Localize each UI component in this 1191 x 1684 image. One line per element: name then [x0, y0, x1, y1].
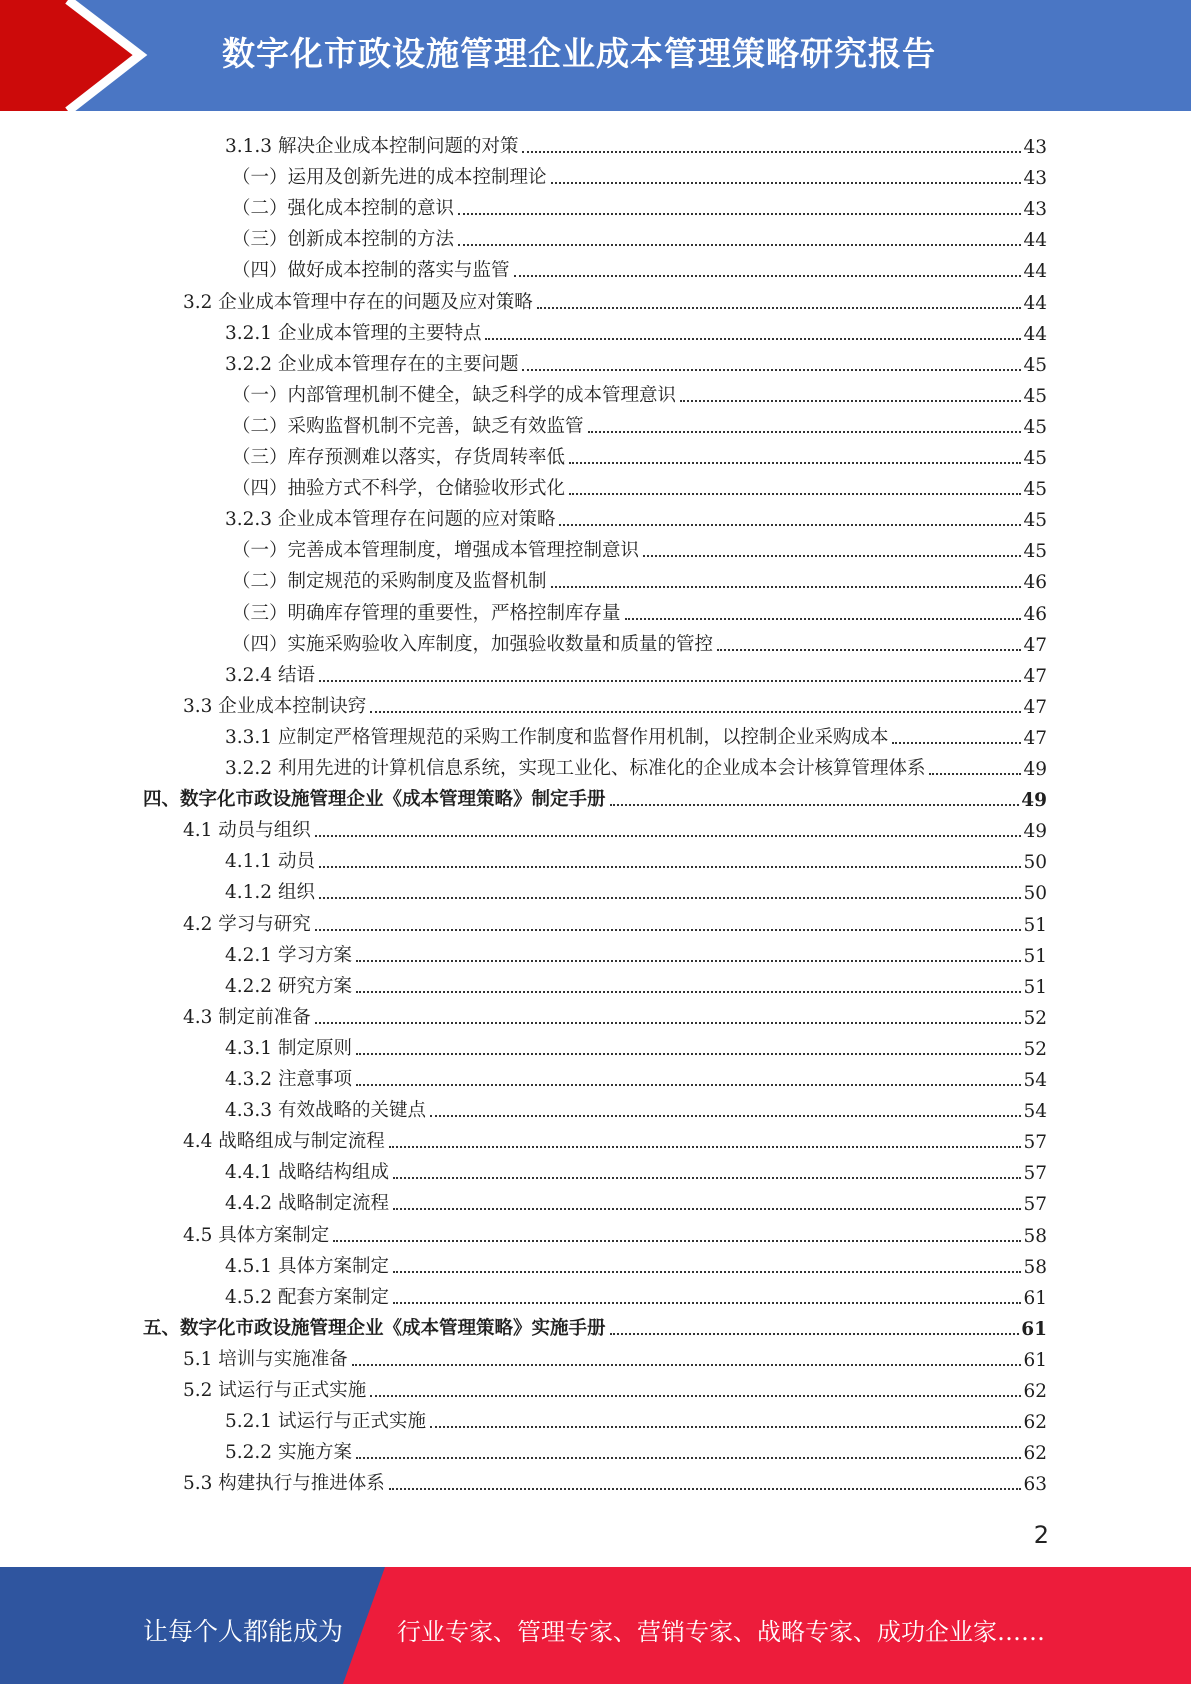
toc-entry[interactable]	[225, 345, 1047, 376]
toc-entry-label: 4.1.1 动员	[225, 851, 315, 873]
toc-entry-label: （一）完善成本管理制度，增强成本管理控制意识	[232, 540, 640, 562]
toc-dot-leader	[569, 493, 1021, 495]
toc-entry-label: 4.4.1 战略结构组成	[225, 1162, 389, 1184]
toc-dot-leader	[625, 618, 1022, 620]
toc-dot-leader	[356, 1084, 1022, 1086]
toc-entry[interactable]	[225, 967, 1047, 998]
toc-entry-page: 62	[1023, 1381, 1047, 1402]
toc-dot-leader	[393, 1177, 1021, 1179]
toc-entry-label: 4.5 具体方案制定	[183, 1224, 330, 1246]
toc-dot-leader	[610, 1333, 1020, 1335]
toc-entry-page: 44	[1023, 230, 1047, 252]
toc-entry-page: 46	[1023, 603, 1047, 625]
toc-entry-page: 61	[1023, 1349, 1047, 1371]
toc-entry-page: 43	[1023, 199, 1047, 221]
toc-entry-label: （三）库存预测难以落实，存货周转率低	[232, 447, 566, 468]
toc-entry[interactable]	[183, 1464, 1047, 1495]
toc-entry[interactable]	[232, 189, 1047, 220]
toc-entry-page: 54	[1023, 1101, 1047, 1123]
toc-dot-leader	[717, 649, 1021, 651]
toc-dot-leader	[352, 1364, 1022, 1366]
toc-entry-label: 5.2.1 试运行与正式实施	[225, 1411, 426, 1433]
toc-entry-label: （三）创新成本控制的方法	[232, 229, 455, 251]
toc-entry[interactable]	[225, 656, 1047, 687]
toc-entry-label: 4.5.2 配套方案制定	[225, 1286, 389, 1308]
toc-dot-leader	[315, 835, 1022, 837]
toc-entry-page: 58	[1023, 1225, 1047, 1247]
toc-entry[interactable]	[225, 718, 1047, 749]
toc-dot-leader	[458, 213, 1021, 215]
toc-entry-label: 3.1.3 解决企业成本控制问题的对策	[225, 136, 519, 157]
toc-dot-leader	[393, 1271, 1021, 1273]
toc-dot-leader	[393, 1208, 1021, 1210]
toc-entry-label: （一）运用及创新先进的成本控制理论	[232, 167, 547, 189]
toc-entry[interactable]	[232, 562, 1047, 593]
toc-entry-page: 62	[1023, 1443, 1047, 1465]
toc-entry-page: 44	[1023, 323, 1047, 345]
toc-entry-page: 45	[1023, 541, 1047, 563]
toc-dot-leader	[389, 1488, 1022, 1490]
toc-dot-leader	[356, 991, 1022, 993]
toc-entry-label: 3.2.4 结语	[225, 664, 315, 686]
toc-entry-label: 3.2.2 利用先进的计算机信息系统，实现工业化、标准化的企业成本会计核算管理体系	[225, 758, 926, 779]
toc-entry-page: 45	[1023, 510, 1047, 532]
toc-entry-label: 4.4.2 战略制定流程	[225, 1193, 389, 1215]
toc-entry-page: 45	[1023, 416, 1047, 438]
toc-entry[interactable]	[232, 220, 1047, 251]
toc-dot-leader	[315, 929, 1022, 931]
toc-entry-page: 62	[1023, 1412, 1047, 1434]
toc-entry[interactable]	[225, 314, 1047, 345]
toc-dot-leader	[319, 897, 1022, 899]
toc-dot-leader	[559, 524, 1021, 526]
toc-dot-leader	[551, 182, 1022, 184]
toc-entry[interactable]	[225, 936, 1047, 967]
toc-entry-label: （二）制定规范的采购制度及监督机制	[232, 571, 547, 593]
toc-entry-page: 52	[1023, 1038, 1047, 1060]
toc-entry-label: （四）实施采购验收入库制度，加强验收数量和质量的管控	[232, 633, 714, 655]
toc-entry-label: 4.1.2 组织	[225, 882, 315, 904]
toc-entry-page: 57	[1023, 1194, 1047, 1216]
toc-entry[interactable]	[225, 1247, 1047, 1278]
toc-dot-leader	[485, 338, 1021, 340]
toc-entry[interactable]	[232, 531, 1047, 562]
toc-entry[interactable]	[225, 749, 1047, 780]
toc-entry-page: 47	[1023, 665, 1047, 687]
toc-entry-label: 五、数字化市政设施管理企业《成本管理策略》实施手册	[143, 1317, 606, 1339]
toc-entry-page: 45	[1023, 354, 1047, 376]
toc-entry-label: 4.3.2 注意事项	[225, 1069, 352, 1090]
footer-slogan-left: 让每个人都能成为	[143, 1617, 344, 1646]
toc-entry-page: 43	[1023, 168, 1047, 190]
toc-entry-label: 5.2.2 实施方案	[225, 1442, 352, 1464]
toc-dot-leader	[319, 866, 1022, 868]
toc-entry-page: 50	[1023, 883, 1047, 905]
toc-entry[interactable]	[225, 1060, 1047, 1091]
toc-dot-leader	[333, 1240, 1021, 1242]
toc-entry-label: （四）做好成本控制的落实与监管	[232, 260, 510, 282]
toc-dot-leader	[588, 431, 1022, 433]
toc-entry-label: （二）强化成本控制的意识	[232, 198, 455, 220]
toc-dot-leader	[929, 773, 1021, 775]
toc-entry-page: 54	[1023, 1070, 1047, 1091]
toc-entry[interactable]	[225, 1184, 1047, 1215]
toc-entry[interactable]	[183, 1340, 1047, 1371]
toc-dot-leader	[319, 680, 1022, 682]
toc-dot-leader	[370, 1395, 1021, 1397]
report-title: 数字化市政设施管理企业成本管理策略研究报告	[222, 34, 936, 73]
toc-entry-page: 51	[1023, 914, 1047, 936]
page-footer	[0, 1567, 1191, 1684]
toc-entry-label: 3.2.2 企业成本管理存在的主要问题	[225, 353, 519, 375]
toc-entry[interactable]	[225, 500, 1047, 531]
toc-entry-label: 5.3 构建执行与推进体系	[183, 1473, 385, 1495]
toc-entry-page: 43	[1023, 137, 1047, 158]
toc-entry-label: （二）采购监督机制不完善，缺乏有效监管	[232, 415, 584, 437]
toc-entry[interactable]	[232, 469, 1047, 500]
toc-entry-label: 四、数字化市政设施管理企业《成本管理策略》制定手册	[143, 789, 606, 811]
toc-dot-leader	[569, 462, 1021, 464]
toc-entry[interactable]	[183, 811, 1047, 842]
toc-entry[interactable]	[183, 1122, 1047, 1153]
toc-entry-page: 49	[1023, 759, 1047, 780]
toc-dot-leader	[356, 960, 1022, 962]
toc-entry-label: 4.3.1 制定原则	[225, 1037, 352, 1059]
toc-entry[interactable]	[183, 998, 1047, 1029]
toc-entry[interactable]	[143, 780, 1047, 811]
toc-entry-page: 44	[1023, 292, 1047, 314]
toc-entry-label: （四）抽验方式不科学，仓储验收形式化	[232, 478, 566, 500]
toc-entry-page: 47	[1023, 727, 1047, 749]
toc-entry-label: 4.2 学习与研究	[183, 913, 311, 935]
toc-entry-page: 61	[1021, 1318, 1047, 1340]
toc-entry[interactable]	[183, 905, 1047, 936]
page-header	[0, 0, 1191, 111]
toc-entry-page: 63	[1023, 1474, 1047, 1496]
toc-entry[interactable]	[232, 376, 1047, 407]
toc-entry[interactable]	[232, 407, 1047, 438]
toc-entry-label: 3.2.3 企业成本管理存在问题的应对策略	[225, 509, 556, 531]
toc-entry-page: 47	[1023, 696, 1047, 718]
toc-dot-leader	[522, 369, 1021, 371]
toc-entry[interactable]	[225, 1091, 1047, 1122]
toc-entry[interactable]	[225, 842, 1047, 873]
toc-entry-page: 47	[1023, 634, 1047, 656]
toc-entry-page: 58	[1023, 1256, 1047, 1278]
toc-entry-page: 57	[1023, 1132, 1047, 1154]
toc-entry-page: 57	[1023, 1163, 1047, 1185]
toc-entry-label: 5.1 培训与实施准备	[183, 1348, 348, 1370]
toc-entry-label: 4.2.1 学习方案	[225, 944, 352, 966]
toc-entry-page: 49	[1021, 790, 1047, 812]
toc-dot-leader	[610, 804, 1020, 806]
toc-entry[interactable]	[183, 283, 1047, 314]
toc-dot-leader	[356, 1053, 1022, 1055]
toc-entry-label: 3.2.1 企业成本管理的主要特点	[225, 322, 482, 344]
toc-dot-leader	[680, 400, 1021, 402]
toc-entry-page: 52	[1023, 1007, 1047, 1029]
toc-entry-label: 4.4 战略组成与制定流程	[183, 1131, 385, 1153]
toc-dot-leader	[458, 244, 1021, 246]
toc-entry-page: 45	[1023, 385, 1047, 407]
toc-entry[interactable]	[225, 873, 1047, 904]
toc-entry[interactable]	[225, 127, 1047, 158]
toc-entry[interactable]	[183, 1371, 1047, 1402]
toc-dot-leader	[537, 307, 1022, 309]
toc-entry[interactable]	[183, 1216, 1047, 1247]
toc-entry-page: 46	[1023, 572, 1047, 594]
toc-entry-page: 44	[1023, 261, 1047, 283]
toc-entry-label: 4.2.2 研究方案	[225, 975, 352, 997]
toc-entry[interactable]	[225, 1278, 1047, 1309]
toc-entry-label: 4.1 动员与组织	[183, 820, 311, 842]
toc-dot-leader	[370, 711, 1021, 713]
toc-entry[interactable]	[232, 625, 1047, 656]
toc-entry-page: 61	[1023, 1287, 1047, 1309]
toc-dot-leader	[551, 586, 1022, 588]
toc-dot-leader	[430, 1426, 1021, 1428]
toc-entry[interactable]	[183, 687, 1047, 718]
toc-dot-leader	[389, 1146, 1022, 1148]
toc-dot-leader	[643, 555, 1021, 557]
toc-dot-leader	[514, 275, 1022, 277]
toc-dot-leader	[393, 1302, 1021, 1304]
toc-entry[interactable]	[143, 1309, 1047, 1340]
toc-entry[interactable]	[232, 438, 1047, 469]
toc-entry-label: （三）明确库存管理的重要性，严格控制库存量	[232, 602, 621, 624]
toc-entry[interactable]	[225, 1433, 1047, 1464]
toc-entry-label: 3.3 企业成本控制诀窍	[183, 695, 367, 717]
footer-slogan-right: 行业专家、管理专家、营销专家、战略专家、成功企业家……	[397, 1618, 1045, 1646]
toc-entry-label: 4.3.3 有效战略的关键点	[225, 1100, 426, 1122]
toc-entry-label: 4.3 制定前准备	[183, 1006, 311, 1028]
toc-entry-page: 51	[1023, 976, 1047, 998]
toc-entry-page: 51	[1023, 945, 1047, 967]
toc-entry-page: 45	[1023, 448, 1047, 469]
page-number: 2	[1033, 1521, 1049, 1549]
toc-entry-label: 4.5.1 具体方案制定	[225, 1255, 389, 1277]
toc-entry-page: 49	[1023, 821, 1047, 843]
toc-entry-label: （一）内部管理机制不健全，缺乏科学的成本管理意识	[232, 384, 677, 406]
toc-dot-leader	[892, 742, 1021, 744]
toc-entry-page: 45	[1023, 479, 1047, 501]
toc-entry[interactable]	[232, 251, 1047, 282]
toc-entry[interactable]	[225, 1153, 1047, 1184]
toc-entry-label: 5.2 试运行与正式实施	[183, 1380, 367, 1401]
toc-entry[interactable]	[232, 158, 1047, 189]
toc-entry-page: 50	[1023, 852, 1047, 874]
toc-entry-label: 3.2 企业成本管理中存在的问题及应对策略	[183, 291, 533, 313]
toc-entry-label: 3.3.1 应制定严格管理规范的采购工作制度和监督作用机制，以控制企业采购成本	[225, 726, 889, 748]
toc-entry[interactable]	[225, 1402, 1047, 1433]
toc-entry[interactable]	[225, 1029, 1047, 1060]
toc-dot-leader	[315, 1022, 1022, 1024]
toc-entry[interactable]	[232, 594, 1047, 625]
toc-dot-leader	[430, 1115, 1021, 1117]
toc-dot-leader	[522, 151, 1021, 153]
toc-dot-leader	[356, 1457, 1022, 1459]
